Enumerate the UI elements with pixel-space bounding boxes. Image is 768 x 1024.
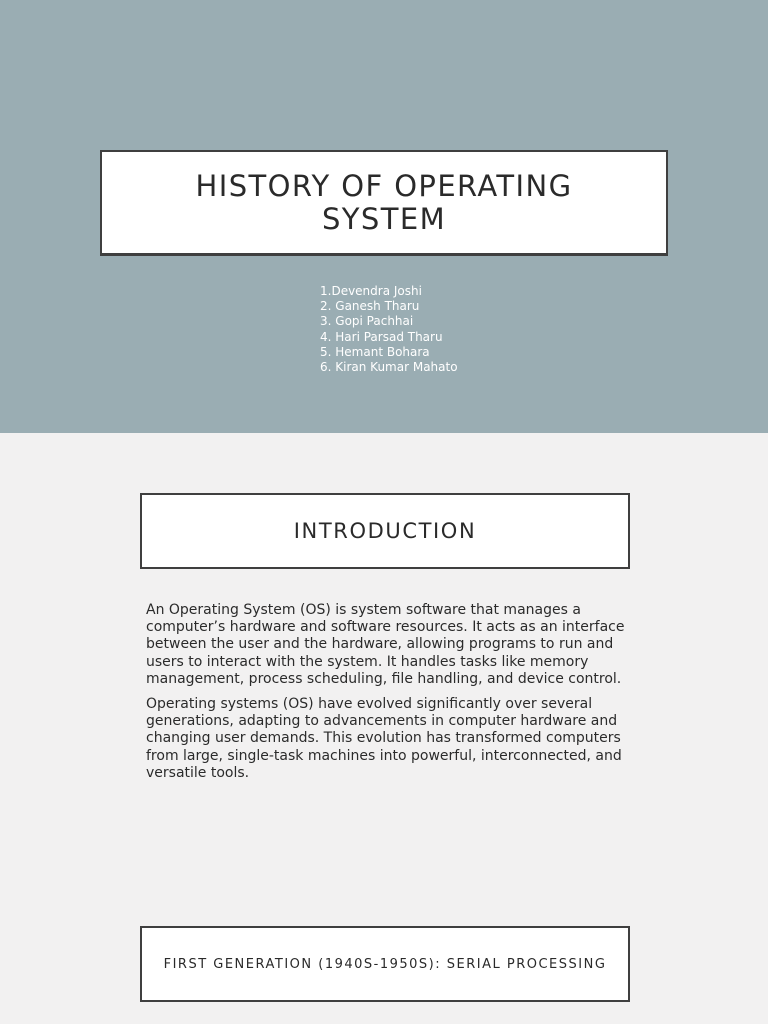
first-generation-heading: FIRST GENERATION (1940S-1950S): SERIAL PROCESSING	[163, 956, 607, 972]
title-box	[100, 150, 668, 256]
author-item: 3. Gopi Pachhai	[320, 314, 414, 329]
author-item: 4. Hari Parsad Tharu	[320, 329, 443, 344]
presentation-title: HISTORY OF OPERATING SYSTEM	[195, 168, 573, 236]
introduction-heading-box	[140, 493, 630, 569]
first-generation-heading-box	[140, 926, 630, 1002]
title-slide	[0, 0, 768, 433]
author-list	[320, 284, 458, 375]
author-item: 6. Kiran Kumar Mahato	[320, 360, 458, 375]
introduction-paragraph: Operating systems (OS) have evolved significantly over several generations, adapting to advancements in computer hardware and changing user demands. This evolution has transformed computers from large, single-task machines into powerful, interconnected, and versatile tools.	[146, 696, 622, 781]
introduction-paragraph: An Operating System (OS) is system software that manages a computer’s hardware and software resources. It acts as an interface between the user and the hardware, allowing programs to run and users to interact with the system. It handles tasks like memory management, process scheduling, file handling, and device control.	[146, 602, 625, 687]
introduction-heading: INTRODUCTION	[293, 519, 477, 543]
author-item: 1.Devendra Joshi	[320, 284, 422, 298]
introduction-slide	[0, 433, 768, 1024]
introduction-body	[146, 602, 626, 790]
author-item: 5. Hemant Bohara	[320, 344, 430, 359]
author-item: 2. Ganesh Tharu	[320, 299, 420, 314]
